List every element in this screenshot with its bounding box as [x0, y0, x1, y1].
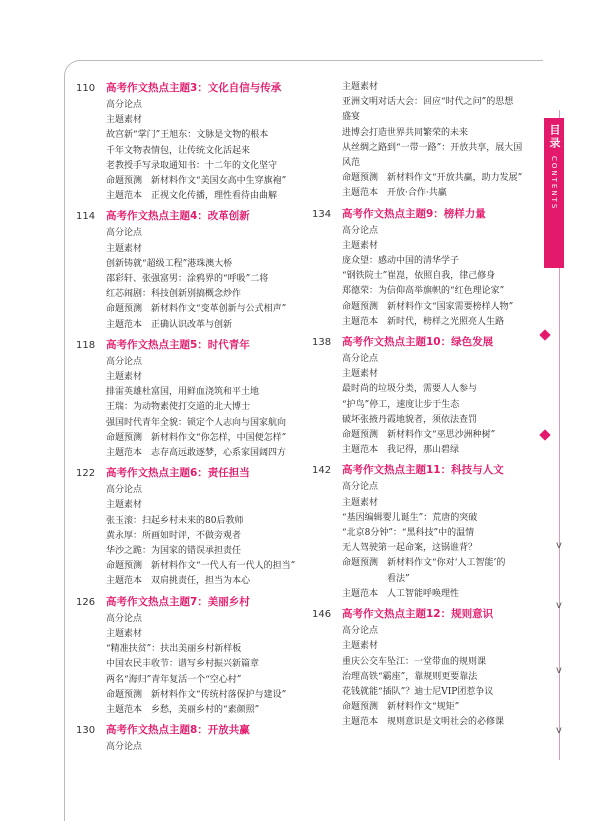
toc-entry[interactable]: 命题预测 新材料作文“你对‘人工智能’的	[342, 558, 506, 569]
toc-entry[interactable]: 最时尚的垃圾分类，需要人人参与	[342, 384, 478, 395]
toc-section	[312, 80, 542, 202]
toc-section-heading[interactable]	[312, 334, 542, 352]
toc-section	[76, 337, 316, 461]
toc-entry[interactable]: 主题范本 正视文化传播，理性看待由曲解	[106, 191, 278, 202]
toc-subheading: 高分论点	[106, 356, 143, 367]
toc-entry[interactable]: 主题范本 乡愁，美丽乡村的“素颜照”	[106, 704, 260, 715]
toc-entry[interactable]: 黄永厚：所画如时评，不做旁观者	[106, 530, 242, 541]
toc-entry[interactable]: 排雷英雄杜富国，用鲜血浇筑和平土地	[106, 387, 260, 398]
toc-section-heading[interactable]	[76, 722, 316, 740]
toc-subheading: 主题素材	[342, 82, 379, 92]
section-title: 高考作文热点主题7：美丽乡村	[106, 595, 250, 608]
chevron-down-icon: v	[556, 600, 562, 611]
contents-tab[interactable]	[544, 118, 564, 268]
toc-entry[interactable]: 强国时代青年全貌：锁定个人志向与国家航向	[106, 417, 287, 428]
toc-entry[interactable]: “钢铁院士”崔崑，依照自我，律己修身	[342, 271, 496, 282]
toc-entry[interactable]: 故宫新“掌门”王旭东：文脉是文物的根本	[106, 130, 269, 141]
toc-entry[interactable]: 亚洲文明对话大会：回应“时代之问”的思想	[342, 97, 514, 108]
page-number: 138	[312, 337, 332, 349]
contents-tab-title: 目录	[548, 124, 561, 150]
toc-subheading: 主题素材	[342, 369, 379, 380]
toc-entry[interactable]: 中国农民丰收节：谱写乡村振兴新篇章	[106, 659, 260, 670]
toc-left-column	[76, 80, 316, 759]
toc-section-heading[interactable]	[76, 208, 316, 226]
toc-section	[312, 334, 542, 458]
toc-subheading: 主题素材	[342, 497, 379, 508]
toc-subheading: 高分论点	[342, 225, 379, 236]
chevron-down-icon: v	[556, 725, 562, 736]
toc-subheading: 高分论点	[106, 485, 143, 496]
toc-entry[interactable]: 主题范本 志存高远敢逐梦，心系家国阔四方	[106, 448, 287, 459]
toc-entry[interactable]: “护鸟”停工，速度让步于生态	[342, 399, 460, 410]
toc-entry[interactable]: 命题预测 新材料作文“国家需要榜样人物”	[342, 301, 514, 312]
toc-section	[76, 465, 316, 589]
toc-entry[interactable]: 庞众望：感动中国的清华学子	[342, 256, 460, 267]
toc-entry[interactable]: 主题范本 新时代，榜样之光照亮人生路	[342, 316, 505, 327]
toc-subheading: 主题素材	[342, 240, 379, 251]
toc-subheading: 高分论点	[342, 482, 379, 493]
toc-section-heading[interactable]	[76, 337, 316, 355]
section-title: 高考作文热点主题5：时代青年	[106, 338, 250, 351]
toc-subheading: 高分论点	[106, 613, 143, 624]
toc-entry[interactable]: 华沙之跪：为国家的错误承担责任	[106, 546, 242, 557]
toc-entry[interactable]: 看法”	[342, 573, 410, 584]
chevron-down-icon: v	[556, 665, 562, 676]
page-number: 122	[76, 468, 96, 480]
toc-entry[interactable]: “精准扶贫”：扶出美丽乡村新样板	[106, 644, 242, 655]
toc-entry[interactable]: 郑德荣：为信仰高举旗帜的“红色理论家”	[342, 286, 505, 297]
toc-entry[interactable]: 风范	[342, 158, 361, 169]
section-title: 高考作文热点主题3：文化自信与传承	[106, 82, 282, 94]
toc-entry[interactable]: 主题范本 正确认识改革与创新	[106, 319, 233, 330]
page-number: 146	[312, 609, 332, 621]
toc-section-heading[interactable]	[312, 462, 542, 480]
toc-entry[interactable]: 从丝绸之路到“一带一路”：开放共享，展大国	[342, 142, 523, 153]
toc-section	[76, 722, 316, 755]
toc-section-heading[interactable]	[76, 80, 316, 98]
toc-entry[interactable]: 邵彩轩、张强富男：涂鸦界的“呼吸”二将	[106, 274, 269, 285]
toc-entry[interactable]: 红芯闹剧：科技创新别搞概念炒作	[106, 289, 242, 300]
toc-subheading: 主题素材	[106, 372, 143, 383]
toc-subheading: 高分论点	[342, 626, 379, 637]
toc-subheading: 主题素材	[106, 115, 143, 126]
toc-entry[interactable]: 花钱就能“插队”？迪士尼VIP团惹争议	[342, 686, 494, 697]
toc-section	[312, 206, 542, 330]
toc-entry[interactable]: 千年文物表情包，让传统文化活起来	[106, 145, 251, 156]
section-title: 高考作文热点主题8：开放共赢	[106, 724, 250, 737]
page-number: 142	[312, 465, 332, 477]
toc-subheading: 主题素材	[106, 628, 143, 639]
toc-subheading: 主题素材	[106, 500, 143, 511]
toc-entry[interactable]: 老教授手写录取通知书：十二年的文化坚守	[106, 160, 278, 171]
toc-entry[interactable]: 命题预测 新材料作文“变革创新与公式相声”	[106, 304, 287, 315]
toc-entry[interactable]: 治理高铁“霸座”，靠规则更要靠法	[342, 671, 478, 682]
page-number: 130	[76, 725, 96, 737]
toc-entry[interactable]: “北京8分钟”：“黑科技”中的温情	[342, 528, 475, 539]
section-title: 高考作文热点主题11：科技与人文	[342, 464, 504, 477]
toc-section-heading[interactable]	[312, 206, 542, 224]
toc-entry[interactable]: 命题预测 新材料作文“规矩”	[342, 702, 460, 713]
toc-entry[interactable]: 命题预测 新材料作文“巫思沙洲种树”	[342, 430, 496, 441]
toc-entry[interactable]: 主题范本 开放·合作·共赢	[342, 188, 447, 199]
toc-entry[interactable]: “基因编辑婴儿诞生”：荒唐的突破	[342, 512, 478, 523]
chevron-down-icon: v	[556, 540, 562, 551]
section-title: 高考作文热点主题9：榜样力量	[342, 207, 486, 220]
toc-entry[interactable]: 主题范本 我记得，那山碧绿	[342, 445, 460, 456]
toc-right-column	[312, 80, 542, 735]
toc-subheading: 主题素材	[106, 243, 143, 254]
toc-entry[interactable]: 两名“海归”青年复活一个“空心村”	[106, 674, 242, 685]
section-title: 高考作文热点主题4：改革创新	[106, 210, 250, 223]
toc-section-heading[interactable]	[76, 465, 316, 483]
toc-entry[interactable]: 主题范本 人工智能呼唤理性	[342, 588, 460, 599]
toc-entry[interactable]: 命题预测 新材料作文“美国女高中生穿旗袍”	[106, 176, 287, 187]
toc-entry[interactable]: 主题范本 双肩挑责任，担当为本心	[106, 576, 251, 587]
contents-tab-subtitle: CONTENTS	[550, 156, 558, 211]
toc-section-heading[interactable]	[312, 606, 542, 624]
toc-entry[interactable]: 张玉滚：扫起乡村未来的80后教师	[106, 515, 244, 526]
toc-subheading: 高分论点	[106, 100, 143, 110]
toc-entry[interactable]: 命题预测 新材料作文“你怎样，中国便怎样”	[106, 432, 287, 443]
toc-entry[interactable]: 进博会打造世界共同繁荣的未来	[342, 127, 469, 138]
toc-entry[interactable]: 重庆公交车坠江：一堂带血的规则课	[342, 656, 487, 667]
toc-entry[interactable]: 主题范本 规则意识是文明社会的必修课	[342, 717, 505, 728]
page-number: 126	[76, 596, 96, 608]
toc-entry[interactable]: 破坏张掖丹霞地貌者，须依法查罚	[342, 414, 478, 425]
toc-entry[interactable]: 无人驾驶第一起命案，这锅谁背？	[342, 543, 478, 554]
toc-entry[interactable]: 创新铸就“超级工程”港珠澳大桥	[106, 258, 233, 269]
toc-entry[interactable]: 命题预测 新材料作文“开放共赢，助力发展”	[342, 173, 523, 184]
toc-entry[interactable]: 盛宴	[342, 112, 361, 123]
page-number: 134	[312, 208, 332, 220]
section-title: 高考作文热点主题12：规则意识	[342, 608, 494, 621]
toc-entry[interactable]: 命题预测 新材料作文“一代人有一代人的担当”	[106, 561, 296, 572]
toc-section	[312, 606, 542, 730]
toc-section	[312, 462, 542, 602]
page-number: 110	[76, 83, 96, 94]
toc-entry[interactable]: 王瑞：为动物素使打交道的北大博士	[106, 402, 251, 413]
toc-section	[76, 208, 316, 332]
toc-section-heading[interactable]	[76, 594, 316, 612]
toc-entry[interactable]: 命题预测 新材料作文“传统村落保护与建设”	[106, 689, 287, 700]
page-number: 114	[76, 211, 96, 223]
toc-section	[76, 594, 316, 718]
toc-subheading: 高分论点	[106, 742, 143, 753]
page-number: 118	[76, 339, 96, 351]
toc-subheading: 高分论点	[342, 354, 379, 365]
section-title: 高考作文热点主题10：绿色发展	[342, 336, 494, 349]
toc-subheading: 高分论点	[106, 228, 143, 239]
section-title: 高考作文热点主题6：责任担当	[106, 467, 250, 480]
toc-subheading: 主题素材	[342, 641, 379, 652]
toc-section	[76, 80, 316, 204]
